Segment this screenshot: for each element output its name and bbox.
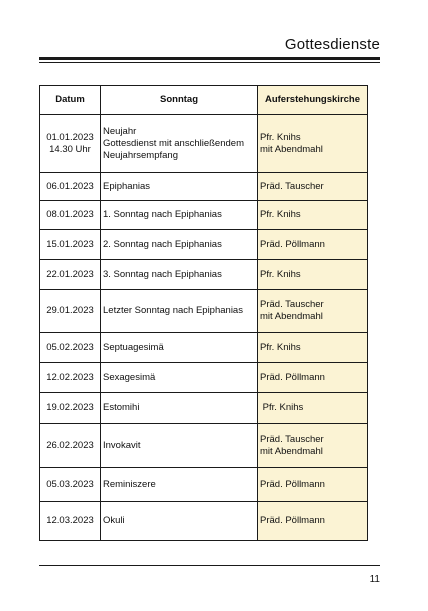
column-header-auferstehungskirche: Auferstehungskirche (258, 86, 368, 115)
sunday-cell: Okuli (101, 502, 258, 541)
table-row (40, 502, 368, 541)
sunday-cell: 3. Sonntag nach Epiphanias (101, 260, 258, 290)
services-table (39, 85, 368, 541)
sunday-cell: Invokavit (101, 424, 258, 468)
date-cell: 29.01.2023 (40, 290, 101, 333)
table-row (40, 393, 368, 424)
date-cell: 06.01.2023 (40, 173, 101, 201)
column-header-datum: Datum (40, 86, 101, 115)
table-row (40, 260, 368, 290)
table-row (40, 333, 368, 363)
date-cell: 26.02.2023 (40, 424, 101, 468)
sunday-cell: Sexagesimä (101, 363, 258, 393)
sunday-cell: 1. Sonntag nach Epiphanias (101, 201, 258, 230)
kirche-cell: Pfr. Knihs (258, 333, 368, 363)
date-cell: 05.03.2023 (40, 468, 101, 502)
date-cell: 15.01.2023 (40, 230, 101, 260)
kirche-cell: Präd. Tauscher mit Abendmahl (258, 290, 368, 333)
header-rule-thick (39, 57, 380, 60)
column-header-sonntag: Sonntag (101, 86, 258, 115)
kirche-cell: Pfr. Knihs mit Abendmahl (258, 115, 368, 173)
footer-rule (39, 565, 380, 566)
kirche-cell: Pfr. Knihs (258, 201, 368, 230)
date-cell: 05.02.2023 (40, 333, 101, 363)
kirche-cell: Präd. Pöllmann (258, 468, 368, 502)
table-row (40, 468, 368, 502)
sunday-cell: Estomihi (101, 393, 258, 424)
page-number: 11 (369, 574, 380, 585)
table-row (40, 115, 368, 173)
date-cell: 01.01.2023 14.30 Uhr (40, 115, 101, 173)
sunday-cell: Epiphanias (101, 173, 258, 201)
table-row (40, 173, 368, 201)
table-row (40, 424, 368, 468)
kirche-cell: Pfr. Knihs (258, 260, 368, 290)
page-title: Gottesdienste (284, 36, 380, 53)
kirche-cell: Präd. Pöllmann (258, 502, 368, 541)
date-cell: 19.02.2023 (40, 393, 101, 424)
sunday-cell: Septuagesimä (101, 333, 258, 363)
sunday-cell: Reminiszere (101, 468, 258, 502)
sunday-cell: 2. Sonntag nach Epiphanias (101, 230, 258, 260)
table-header-row (40, 86, 368, 115)
sunday-cell: Neujahr Gottesdienst mit anschließendem Neujahrsempfang (101, 115, 258, 173)
kirche-cell: Präd. Tauscher (258, 173, 368, 201)
date-cell: 08.01.2023 (40, 201, 101, 230)
table-row (40, 230, 368, 260)
date-cell: 12.03.2023 (40, 502, 101, 541)
date-cell: 22.01.2023 (40, 260, 101, 290)
kirche-cell: Präd. Pöllmann (258, 230, 368, 260)
sunday-cell: Letzter Sonntag nach Epiphanias (101, 290, 258, 333)
kirche-cell: Präd. Pöllmann (258, 363, 368, 393)
table-row (40, 290, 368, 333)
table-row (40, 363, 368, 393)
kirche-cell: Pfr. Knihs (258, 393, 368, 424)
date-cell: 12.02.2023 (40, 363, 101, 393)
table-row (40, 201, 368, 230)
header-rule-thin (39, 62, 380, 63)
kirche-cell: Präd. Tauscher mit Abendmahl (258, 424, 368, 468)
